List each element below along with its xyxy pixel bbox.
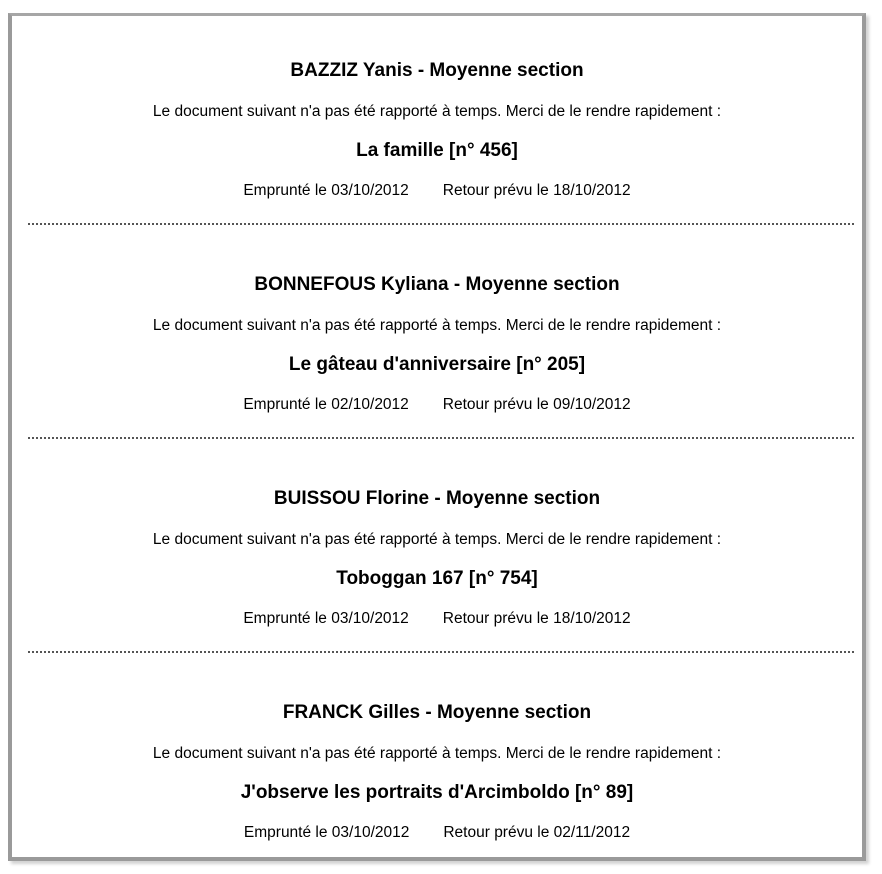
borrowed-date: Emprunté le 03/10/2012 [243,824,410,841]
due-date: Retour prévu le 18/10/2012 [442,610,631,627]
book-title: J'observe les portraits d'Arcimboldo [n° 89] [240,782,634,803]
book-title: Toboggan 167 [n° 754] [336,568,538,589]
dotted-separator [28,223,854,225]
dotted-separator [28,651,854,653]
dotted-separator [28,437,854,439]
document-page [8,13,866,861]
borrowed-date: Emprunté le 03/10/2012 [243,182,409,199]
loan-dates [12,824,862,842]
loan-dates [12,182,862,200]
overdue-message: Le document suivant n'a pas été rapporté à temps. Merci de le rendre rapidement : [152,531,722,548]
due-date: Retour prévu le 18/10/2012 [442,182,631,199]
student-heading: FRANCK Gilles - Moyenne section [282,702,592,723]
student-heading: BONNEFOUS Kyliana - Moyenne section [254,274,620,295]
overdue-message: Le document suivant n'a pas été rapporté à temps. Merci de le rendre rapidement : [152,745,722,762]
overdue-message: Le document suivant n'a pas été rapporté à temps. Merci de le rendre rapidement : [152,317,722,334]
loan-dates [12,610,862,628]
borrowed-date: Emprunté le 03/10/2012 [243,610,409,627]
student-heading: BUISSOU Florine - Moyenne section [273,488,601,509]
student-heading: BAZZIZ Yanis - Moyenne section [290,60,584,81]
borrowed-date: Emprunté le 02/10/2012 [243,396,409,413]
book-title: La famille [n° 456] [356,140,518,161]
due-date: Retour prévu le 09/10/2012 [442,396,631,413]
due-date: Retour prévu le 02/11/2012 [443,824,631,841]
overdue-message: Le document suivant n'a pas été rapporté à temps. Merci de le rendre rapidement : [152,103,722,120]
loan-dates [12,396,862,414]
book-title: Le gâteau d'anniversaire [n° 205] [288,354,586,375]
